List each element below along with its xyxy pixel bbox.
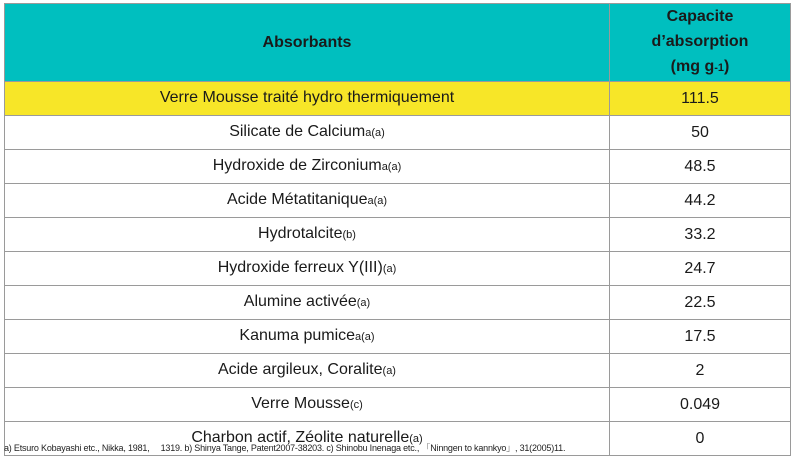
absorbant-name: Silicate de Calcium	[229, 123, 366, 140]
absorbant-reference: (a)	[409, 433, 423, 445]
absorption-capacity-value: 111.5	[610, 82, 791, 116]
absorption-table-container	[4, 3, 790, 456]
absorbant-name: Charbon actif, Zéolite naturelle	[191, 429, 410, 446]
header-capacity-line2: d’absorption	[651, 33, 749, 50]
absorbant-reference: a(a)	[365, 127, 385, 139]
absorption-table	[4, 3, 791, 456]
table-row	[5, 218, 791, 252]
absorbant-name-cell	[5, 150, 610, 184]
absorbant-name-cell	[5, 116, 610, 150]
header-absorbants: Absorbants	[5, 4, 610, 82]
absorbant-reference: (a)	[382, 365, 396, 377]
table-row	[5, 286, 791, 320]
absorbant-reference: (a)	[382, 263, 397, 275]
absorbant-name-cell	[5, 286, 610, 320]
table-row	[5, 82, 791, 116]
absorption-capacity-value: 50	[610, 116, 791, 150]
absorbant-name: Acide argileux, Coralite	[218, 361, 383, 378]
absorbant-name-cell	[5, 82, 610, 116]
absorbant-reference: (c)	[349, 399, 363, 411]
absorbant-name-cell	[5, 184, 610, 218]
header-capacity-unit: (mg g	[670, 58, 715, 75]
table-row	[5, 116, 791, 150]
table-row	[5, 252, 791, 286]
absorbant-name: Hydrotalcite	[258, 225, 343, 242]
header-capacity-line1: Capacite	[666, 8, 734, 25]
absorption-capacity-value: 0	[610, 422, 791, 456]
absorbant-reference: (b)	[342, 229, 356, 241]
references-footnote: a) Etsuro Kobayashi etc., Nikka, 1981, 1319. b) Shinya Tange, Patent2007-38203. c) Shinobu Inenaga etc., 「Ninngen to kannkyo」, 31(2005)11.	[4, 443, 566, 453]
table-header-row	[5, 4, 791, 82]
absorption-capacity-value: 22.5	[610, 286, 791, 320]
header-capacity-close: )	[724, 58, 730, 75]
table-row	[5, 320, 791, 354]
absorption-capacity-value: 17.5	[610, 320, 791, 354]
absorbant-name-cell	[5, 388, 610, 422]
absorbant-reference: a(a)	[367, 195, 388, 207]
absorbant-name-cell	[5, 252, 610, 286]
absorbant-reference: (a)	[356, 297, 371, 309]
absorbant-name: Acide Métatitanique	[226, 191, 368, 208]
table-row	[5, 354, 791, 388]
header-capacity	[610, 4, 791, 82]
absorption-capacity-value: 0.049	[610, 388, 791, 422]
absorbant-name: Kanuma pumice	[239, 327, 356, 344]
absorbant-name-cell	[5, 218, 610, 252]
table-row	[5, 184, 791, 218]
table-body	[5, 82, 791, 456]
absorption-capacity-value: 44.2	[610, 184, 791, 218]
table-row	[5, 388, 791, 422]
header-capacity-exponent: -1	[714, 62, 724, 74]
absorbant-reference: a(a)	[355, 331, 375, 343]
absorption-capacity-value: 2	[610, 354, 791, 388]
header-capacity-line3	[610, 54, 790, 81]
table-row	[5, 150, 791, 184]
absorbant-name: Verre Mousse traité hydro thermiquement	[159, 89, 455, 106]
absorption-capacity-value: 48.5	[610, 150, 791, 184]
absorbant-name: Hydroxide de Zirconium	[212, 157, 382, 174]
absorption-capacity-value: 33.2	[610, 218, 791, 252]
absorbant-name: Hydroxide ferreux Y(III)	[217, 259, 383, 276]
absorbant-name-cell	[5, 320, 610, 354]
absorbant-reference: a(a)	[381, 161, 402, 173]
absorbant-name-cell	[5, 354, 610, 388]
absorbant-name: Verre Mousse	[251, 395, 350, 412]
absorption-capacity-value: 24.7	[610, 252, 791, 286]
absorbant-name: Alumine activée	[243, 293, 357, 310]
